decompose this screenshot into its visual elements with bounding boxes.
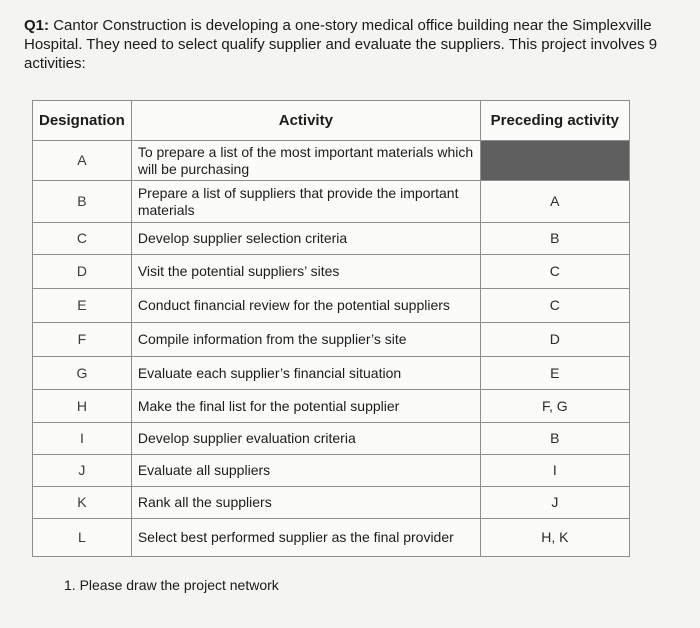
task-prompt: 1. Please draw the project network	[64, 577, 279, 593]
activity-cell: Compile information from the supplier’s site	[131, 323, 480, 357]
table-row	[33, 390, 630, 423]
activity-cell: Make the final list for the potential supplier	[131, 390, 480, 423]
activity-cell: Develop supplier selection criteria	[131, 223, 480, 255]
designation-cell: D	[33, 255, 132, 289]
preceding-cell: H, K	[480, 519, 629, 557]
question-text	[24, 16, 684, 73]
header-preceding: Preceding activity	[480, 101, 629, 141]
designation-cell: K	[33, 487, 132, 519]
activity-cell: Prepare a list of suppliers that provide the important materials	[131, 181, 480, 223]
table-row	[33, 357, 630, 390]
table-row	[33, 255, 630, 289]
table-row	[33, 455, 630, 487]
activity-cell: Develop supplier evaluation criteria	[131, 423, 480, 455]
designation-cell: C	[33, 223, 132, 255]
question-body: Cantor Construction is developing a one-story medical office building near the Simplexville Hospital. They need to select qualify supplier and evaluate the suppliers. This project involves 9 activities:	[24, 17, 658, 72]
designation-cell: H	[33, 390, 132, 423]
preceding-cell: F, G	[480, 390, 629, 423]
activity-table	[32, 100, 630, 557]
preceding-cell: D	[480, 323, 629, 357]
activity-cell: To prepare a list of the most important materials which will be purchasing	[131, 141, 480, 181]
activity-cell: Visit the potential suppliers’ sites	[131, 255, 480, 289]
preceding-cell: E	[480, 357, 629, 390]
designation-cell: E	[33, 289, 132, 323]
activity-cell: Select best performed supplier as the final provider	[131, 519, 480, 557]
designation-cell: J	[33, 455, 132, 487]
preceding-cell: C	[480, 255, 629, 289]
activity-cell: Evaluate all suppliers	[131, 455, 480, 487]
designation-cell: B	[33, 181, 132, 223]
preceding-cell: A	[480, 181, 629, 223]
header-designation: Designation	[33, 101, 132, 141]
designation-cell: A	[33, 141, 132, 181]
activity-cell: Rank all the suppliers	[131, 487, 480, 519]
designation-cell: F	[33, 323, 132, 357]
table-row	[33, 487, 630, 519]
preceding-cell: C	[480, 289, 629, 323]
preceding-cell: I	[480, 455, 629, 487]
table-row	[33, 519, 630, 557]
designation-cell: I	[33, 423, 132, 455]
question-label: Q1:	[24, 17, 50, 34]
header-activity: Activity	[131, 101, 480, 141]
table-row	[33, 423, 630, 455]
table-row	[33, 141, 630, 181]
preceding-cell: J	[480, 487, 629, 519]
table-row	[33, 323, 630, 357]
designation-cell: L	[33, 519, 132, 557]
preceding-cell: B	[480, 423, 629, 455]
table-row	[33, 289, 630, 323]
designation-cell: G	[33, 357, 132, 390]
preceding-cell: B	[480, 223, 629, 255]
table-header-row	[33, 101, 630, 141]
table-row	[33, 223, 630, 255]
activity-cell: Evaluate each supplier’s financial situation	[131, 357, 480, 390]
preceding-cell	[480, 141, 629, 181]
activity-cell: Conduct financial review for the potential suppliers	[131, 289, 480, 323]
table-row	[33, 181, 630, 223]
